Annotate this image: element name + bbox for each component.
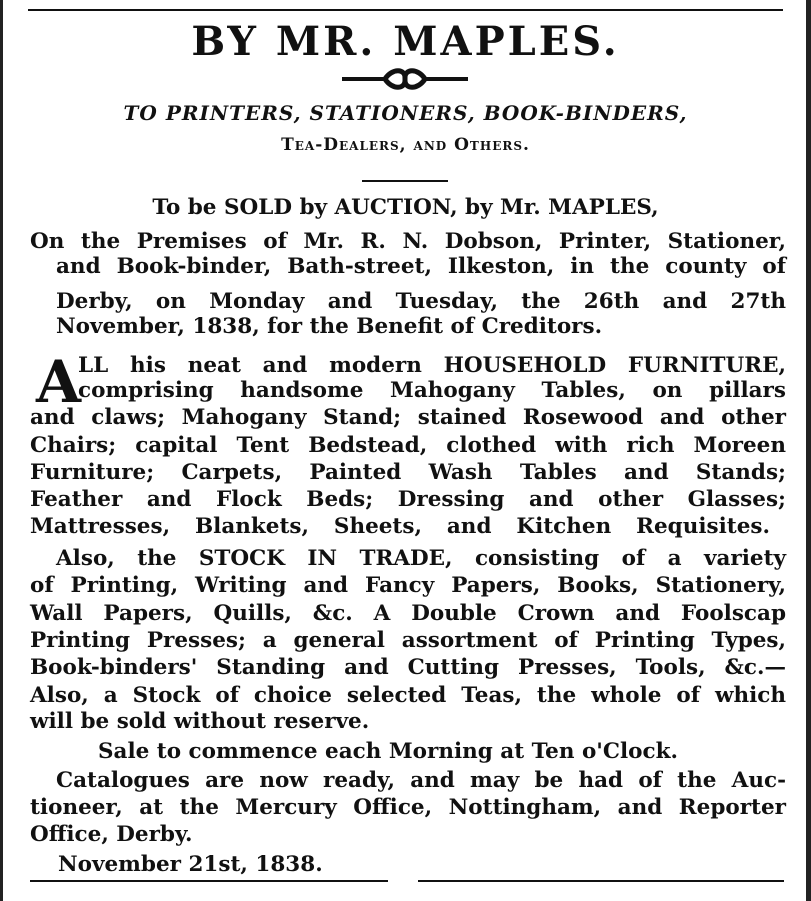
catalogue-line: tioneer, at the Mercury Office, Nottingham, and Reporter (30, 795, 786, 820)
stock-line: Also, the STOCK IN TRADE, consisting of a variety (56, 546, 786, 571)
stock-line: Book-binders' Standing and Cutting Presses, Tools, &c.— (30, 655, 786, 680)
bottom-rule-left (30, 880, 388, 882)
drop-cap: A (36, 348, 82, 416)
furniture-line: Furniture; Carpets, Painted Wash Tables and Stands; (30, 460, 786, 485)
furniture-line: Chairs; capital Tent Bedstead, clothed with rich Moreen (30, 433, 786, 458)
furniture-line: Feather and Flock Beds; Dressing and other Glasses; (30, 487, 786, 512)
addressee-line-2: Tea-Dealers, and Others. (281, 135, 530, 155)
stock-line: will be sold without reserve. (30, 709, 370, 734)
furniture-line: comprising handsome Mahogany Tables, on pillars (78, 378, 786, 403)
premises-line: and Book-binder, Bath-street, Ilkeston, in the county of (56, 254, 786, 279)
section-rule (362, 180, 448, 182)
catalogue-line: Catalogues are now ready, and may be had of the Auc- (56, 768, 786, 793)
sale-intro: To be SOLD by AUCTION, by Mr. MAPLES, (152, 195, 659, 220)
addressee-line-1: TO PRINTERS, STATIONERS, BOOK-BINDERS, (123, 101, 688, 125)
stock-line: of Printing, Writing and Fancy Papers, Books, Stationery, (30, 573, 786, 598)
furniture-line: LL his neat and modern HOUSEHOLD FURNITURE, (78, 353, 786, 378)
premises-line: Derby, on Monday and Tuesday, the 26th and 27th (56, 289, 786, 314)
catalogue-line: Office, Derby. (30, 822, 193, 847)
bottom-rule-right (418, 880, 784, 882)
stock-line: Also, a Stock of choice selected Teas, the whole of which (30, 683, 786, 708)
sale-time: Sale to commence each Morning at Ten o'Clock. (98, 739, 678, 764)
notice-headline: BY MR. MAPLES. (191, 18, 620, 65)
stock-line: Wall Papers, Quills, &c. A Double Crown and Foolscap (30, 601, 786, 626)
ornament-flourish-icon (340, 66, 470, 92)
furniture-line: and claws; Mahogany Stand; stained Rosewood and other (30, 405, 786, 430)
notice-date: November 21st, 1838. (58, 852, 323, 877)
premises-line: November, 1838, for the Benefit of Creditors. (56, 314, 603, 339)
premises-line: On the Premises of Mr. R. N. Dobson, Printer, Stationer, (30, 229, 786, 254)
furniture-line: Mattresses, Blankets, Sheets, and Kitchen Requisites. (30, 514, 770, 539)
stock-line: Printing Presses; a general assortment of Printing Types, (30, 628, 786, 653)
top-rule (28, 9, 783, 11)
